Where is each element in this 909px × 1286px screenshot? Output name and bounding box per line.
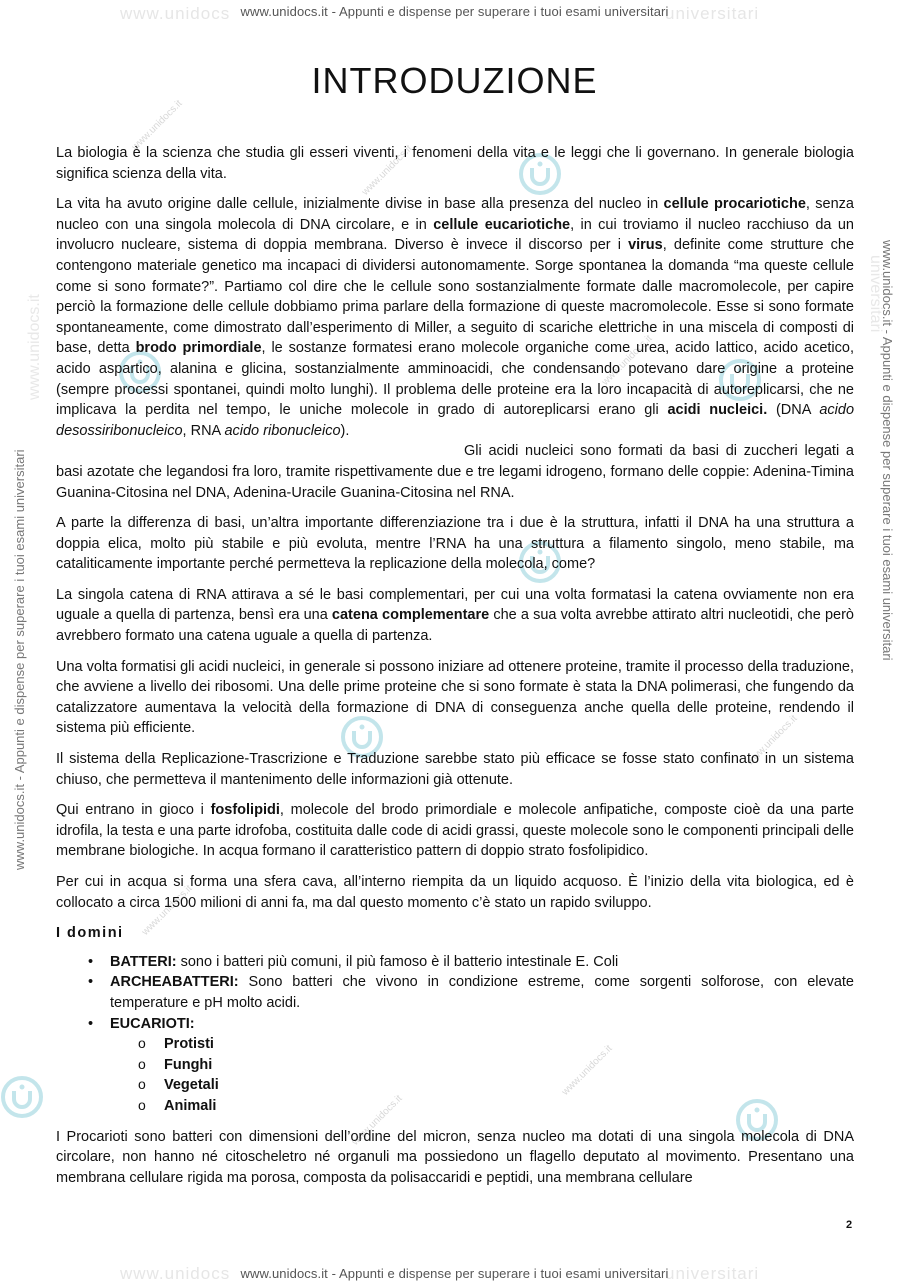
paragraph-origin: [56, 194, 854, 503]
paragraph-phospholipids: [56, 800, 854, 862]
sublist-item: [110, 1075, 854, 1096]
list-item: [56, 952, 854, 973]
text-span: , le sostanze formatesi erano molecole organiche come urea, acido lattico, acido acetico, acido aspartico, alanina e glicina, sostanzialmente amminoacidi, che condensando potevano dare origine a proteine (sempre processi spontanei, quindi molto lunghi). Il problema delle proteine era la loro incapacità di autoreplicarsi, che ne implicava la perdita nel tempo, le uniche molecole in grado di autoreplicarsi erano gli: [56, 340, 854, 419]
paragraph-system: Il sistema della Replicazione-Trascrizione e Traduzione sarebbe stato più efficace se fosse stato confinato in un sistema chiuso, che permetteva il mantenimento delle informazioni già ottenute.: [56, 751, 854, 788]
watermark-diagonal: www.unidocs.it: [360, 143, 415, 198]
list-item-label: EUCARIOTI:: [110, 1015, 195, 1032]
text-span: La vita ha avuto origine dalle cellule, inizialmente divise in base alla presenza del nucleo in: [56, 196, 664, 213]
text-span: , in cui troviamo il nucleo racchiuso da un involucro nucleare, sistema di doppia membrana. Diverso è invece il discorso per i: [56, 216, 854, 254]
domini-list: [56, 952, 854, 1117]
watermark-ghost-bottom-left: www.unidocs: [120, 1264, 231, 1283]
text-span: , definite come strutture che contengono materiale genetico ma incapaci di dividersi autonomamente. Sorge spontanea la domanda “ma queste cellule come si sono formate?”. Partiamo col dire che le cellule sono sostanzialmente formate dalle macromolecole, per capire perciò la formazione delle cellule dobbiamo prima parlare della formazione di queste macromolecole. Esse si sono formate spontaneamente, come dimostrato dall’esperimento di Miller, a seguito di scariche elettriche in una miscela di composti di base, detta: [56, 237, 855, 357]
watermark-diagonal: www.unidocs.it: [140, 883, 195, 938]
list-item: [56, 972, 854, 1013]
text-span: (DNA: [767, 402, 820, 419]
list-item-label: BATTERI:: [110, 953, 177, 970]
paragraph-procarioti: I Procarioti sono batteri con dimensioni dell’ordine del micron, senza nucleo ma dotati di una singola molecola di DNA circolare, non hanno né citoscheletro né organuli ma possiedono un flagello deputato al movimento. Presentano una membrana cellulare rigida ma porosa, composta da polisaccaridi e peptidi, una membrana cellulare: [56, 1128, 854, 1186]
sublist-item-label: Vegetali: [164, 1077, 219, 1094]
paragraph-sphere: Per cui in acqua si forma una sfera cava, all’interno riempita da un liquido acquoso. È l’inizio della vita biologica, ed è collocato a circa 1500 milioni di anni fa, ma dal questo momento c’è stato un rapido sviluppo.: [56, 874, 854, 911]
bold-term: brodo primordiale: [135, 340, 262, 357]
watermark-diagonal: www.unidocs.it: [560, 1043, 615, 1098]
watermark-ghost-top-left: www.unidocs: [120, 4, 231, 23]
sublist-item-label: Protisti: [164, 1036, 214, 1053]
unidocs-logo-icon: [0, 1075, 44, 1119]
italic-term: acido desossiribonucleico: [56, 402, 855, 439]
watermark-diagonal: www.unidocs.it: [350, 1093, 405, 1148]
paragraph-rna: [56, 585, 854, 647]
bold-term: catena complementare: [331, 607, 490, 624]
sublist-item-label: Funghi: [164, 1056, 213, 1073]
watermark-ghost-bottom-right: universitari: [665, 1264, 760, 1283]
sublist-item-label: Animali: [164, 1097, 217, 1114]
list-item-text: sono i batteri più comuni, il più famoso è il batterio intestinale E. Coli: [176, 953, 619, 970]
sublist-item: [110, 1034, 854, 1055]
eucarioti-sublist: [110, 1034, 854, 1116]
text-span: ).: [340, 422, 350, 439]
watermark-banner-bottom: www.unidocs.it - Appunti e dispense per superare i tuoi esami universitari: [240, 1266, 669, 1281]
italic-term: acido ribonucleico: [224, 422, 341, 439]
bold-term: cellule procariotiche: [663, 196, 806, 213]
section-heading-domini: I domini: [56, 925, 124, 942]
document-body: [56, 143, 854, 1198]
watermark-side-right: www.unidocs.it - Appunti e dispense per superare i tuoi esami universitari: [880, 240, 895, 661]
watermark-side-ghost-right: universitari: [867, 255, 884, 333]
list-item-text: Sono batteri che vivono in condizione estreme, come sorgenti solforose, con elevate temperature e pH molto acidi.: [110, 974, 854, 1011]
text-span: La singola catena di RNA attirava a sé le basi complementari, per cui una volta formatasi la catena ovviamente non era uguale a quella di partenza, bensì era una: [56, 586, 854, 624]
list-item: [56, 1014, 854, 1117]
text-span: Gli acidi nucleici sono formati da basi di zuccheri legati a basi azotate che legandosi fra loro, tramite rispettivamente due e tre legami idrogeno, formano delle coppie: Adenina-Timina Guanina-Citosina nel DNA, Adenina-Uracile Guanina-Citosina nel RNA.: [56, 443, 854, 501]
page-title: INTRODUZIONE: [311, 60, 598, 101]
watermark-ghost-top-right: universitari: [665, 4, 760, 23]
watermark-banner-top: www.unidocs.it - Appunti e dispense per superare i tuoi esami universitari: [240, 4, 669, 19]
paragraph-proteins: Una volta formatisi gli acidi nucleici, in generale si possono iniziare ad ottenere proteine, tramite il processo della traduzione, che avviene a livello dei ribosomi. Una delle prime proteine che si sono formate è stata la DNA polimerasi, che fungendo da catalizzatore aumentava la velocità della formazione di DNA di conseguenza anche quella delle proteine, rendendo il sistema più efficiente.: [56, 658, 854, 737]
text-span: , RNA: [182, 422, 225, 439]
bold-term: acidi nucleici.: [667, 402, 768, 419]
watermark-side-left: www.unidocs.it - Appunti e dispense per superare i tuoi esami universitari: [12, 449, 27, 870]
bold-term: cellule eucariotiche: [433, 216, 571, 233]
bold-term: fosfolipidi: [210, 802, 280, 819]
text-span: che a sua volta avrebbe attirato altri nucleotidi, che però avrebbero formato una catena uguale a quella di partenza.: [56, 607, 854, 645]
text-span: , senza nucleo con una singola molecola di DNA circolare, e in: [56, 196, 855, 233]
watermark-diagonal: www.unidocs.it: [600, 333, 655, 388]
paragraph-intro: La biologia è la scienza che studia gli esseri viventi, i fenomeni della vita e le leggi che li governano. In generale biologia significa scienza della vita.: [56, 145, 854, 182]
page-number: 2: [846, 1219, 853, 1231]
text-span: , molecole del brodo primordiale e molecole anfipatiche, composte cioè da una parte idrofila, la testa e una parte idrofoba, costituita dalle code di acidi grassi, queste molecole sono le componenti principali delle membrane biologiche. In acqua formano il caratteristico pattern di doppio strato fosfolipidico.: [56, 802, 854, 860]
bold-term: virus: [628, 237, 663, 254]
paragraph-structure: A parte la differenza di basi, un’altra importante differenziazione tra i due è la struttura, infatti il DNA ha una struttura a doppia elica, molto più stabile e più evoluta, mentre l’RNA ha una struttura a filamento singolo, meno stabile, ma cataliticamente importante perché permetteva la replicazione della molecola, come?: [56, 515, 854, 573]
text-span: Qui entrano in gioco i: [56, 802, 211, 819]
watermark-diagonal: www.unidocs.it: [745, 713, 800, 768]
text-indent: [56, 443, 464, 459]
sublist-item: [110, 1055, 854, 1076]
list-item-label: ARCHEABATTERI:: [110, 974, 239, 991]
watermark-side-ghost-left: www.unidocs.it: [26, 294, 43, 400]
sublist-item: [110, 1096, 854, 1117]
watermark-diagonal: www.unidocs.it: [130, 98, 185, 153]
